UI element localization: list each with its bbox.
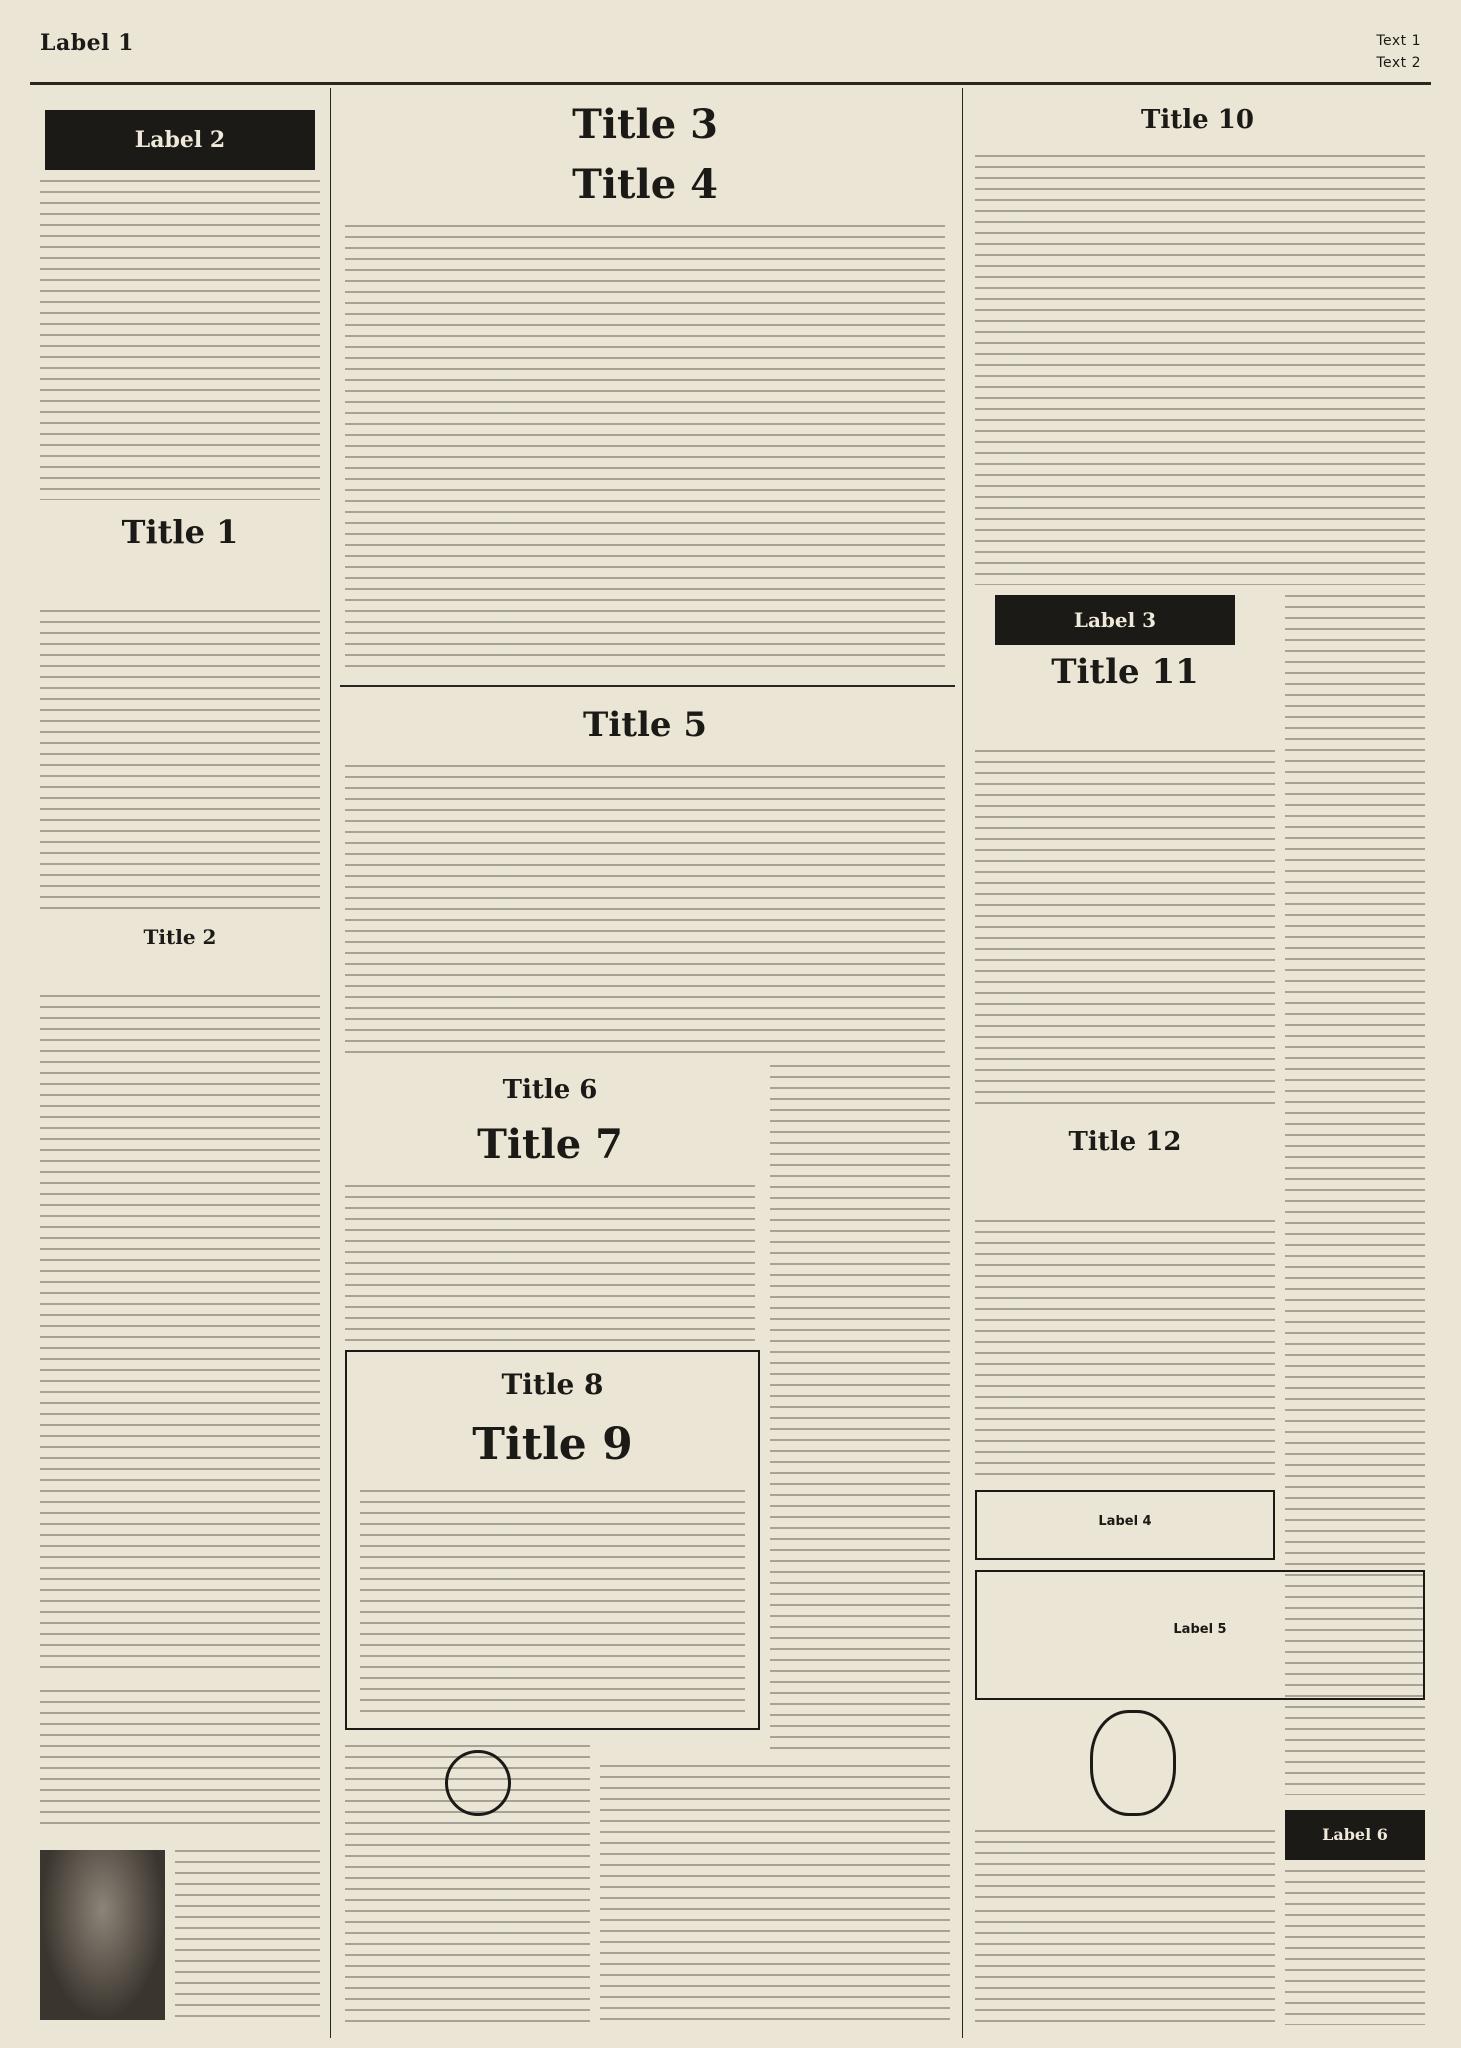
- headline: Title 2: [143, 925, 217, 949]
- date-line: Text 1: [1376, 33, 1421, 49]
- text-block: [975, 750, 1275, 1110]
- headline: Title 4: [572, 161, 718, 208]
- text-block: [975, 1830, 1275, 1900]
- text-block: [175, 1850, 320, 2020]
- emblem-icon: [445, 1750, 511, 1816]
- text-block: [975, 1910, 1275, 2025]
- headline: Title 1: [121, 513, 239, 551]
- boxed-heading: Label 6: [1285, 1810, 1425, 1860]
- headline: Title 7: [477, 1121, 623, 1168]
- text-block: [40, 180, 320, 500]
- headline: Title 9: [472, 1419, 633, 1470]
- headline: Title 10: [1141, 105, 1254, 135]
- headline: Title 8: [501, 1368, 604, 1401]
- text-block: [770, 1065, 950, 1755]
- text-block: [600, 1765, 950, 2025]
- date-issue: [1376, 30, 1421, 74]
- text-block: [40, 1690, 320, 1830]
- masthead-rule: [30, 82, 1431, 85]
- section-rule: [340, 685, 955, 687]
- boxed-heading: Label 2: [45, 110, 315, 170]
- headline: Title 6: [502, 1075, 598, 1105]
- portrait-photo: [40, 1850, 165, 2020]
- notice-box: [975, 1570, 1425, 1700]
- text-block: [1285, 1870, 1425, 2025]
- text-block: [345, 225, 945, 675]
- notice-label: Label 4: [1098, 1514, 1152, 1529]
- text-block: [345, 1185, 755, 1345]
- headline: Title 5: [583, 705, 707, 745]
- emblem-icon: [1090, 1710, 1176, 1816]
- notice-box: [975, 1490, 1275, 1560]
- text-block: [345, 765, 945, 1055]
- headline: Title 11: [1051, 652, 1199, 692]
- issue-line: Text 2: [1376, 55, 1421, 71]
- text-block: [975, 1220, 1275, 1480]
- text-block: [40, 610, 320, 910]
- text-block: [40, 995, 320, 1675]
- column-rule: [330, 88, 331, 2038]
- text-block: [360, 1490, 745, 1715]
- boxed-heading: Label 3: [995, 595, 1235, 645]
- headline: Title 12: [1068, 1127, 1182, 1157]
- column-rule: [962, 88, 963, 2038]
- notice-label: Label 5: [1173, 1622, 1227, 1637]
- text-block: [975, 155, 1425, 585]
- headline: Title 3: [572, 101, 718, 148]
- section-label: Label 1: [40, 30, 134, 56]
